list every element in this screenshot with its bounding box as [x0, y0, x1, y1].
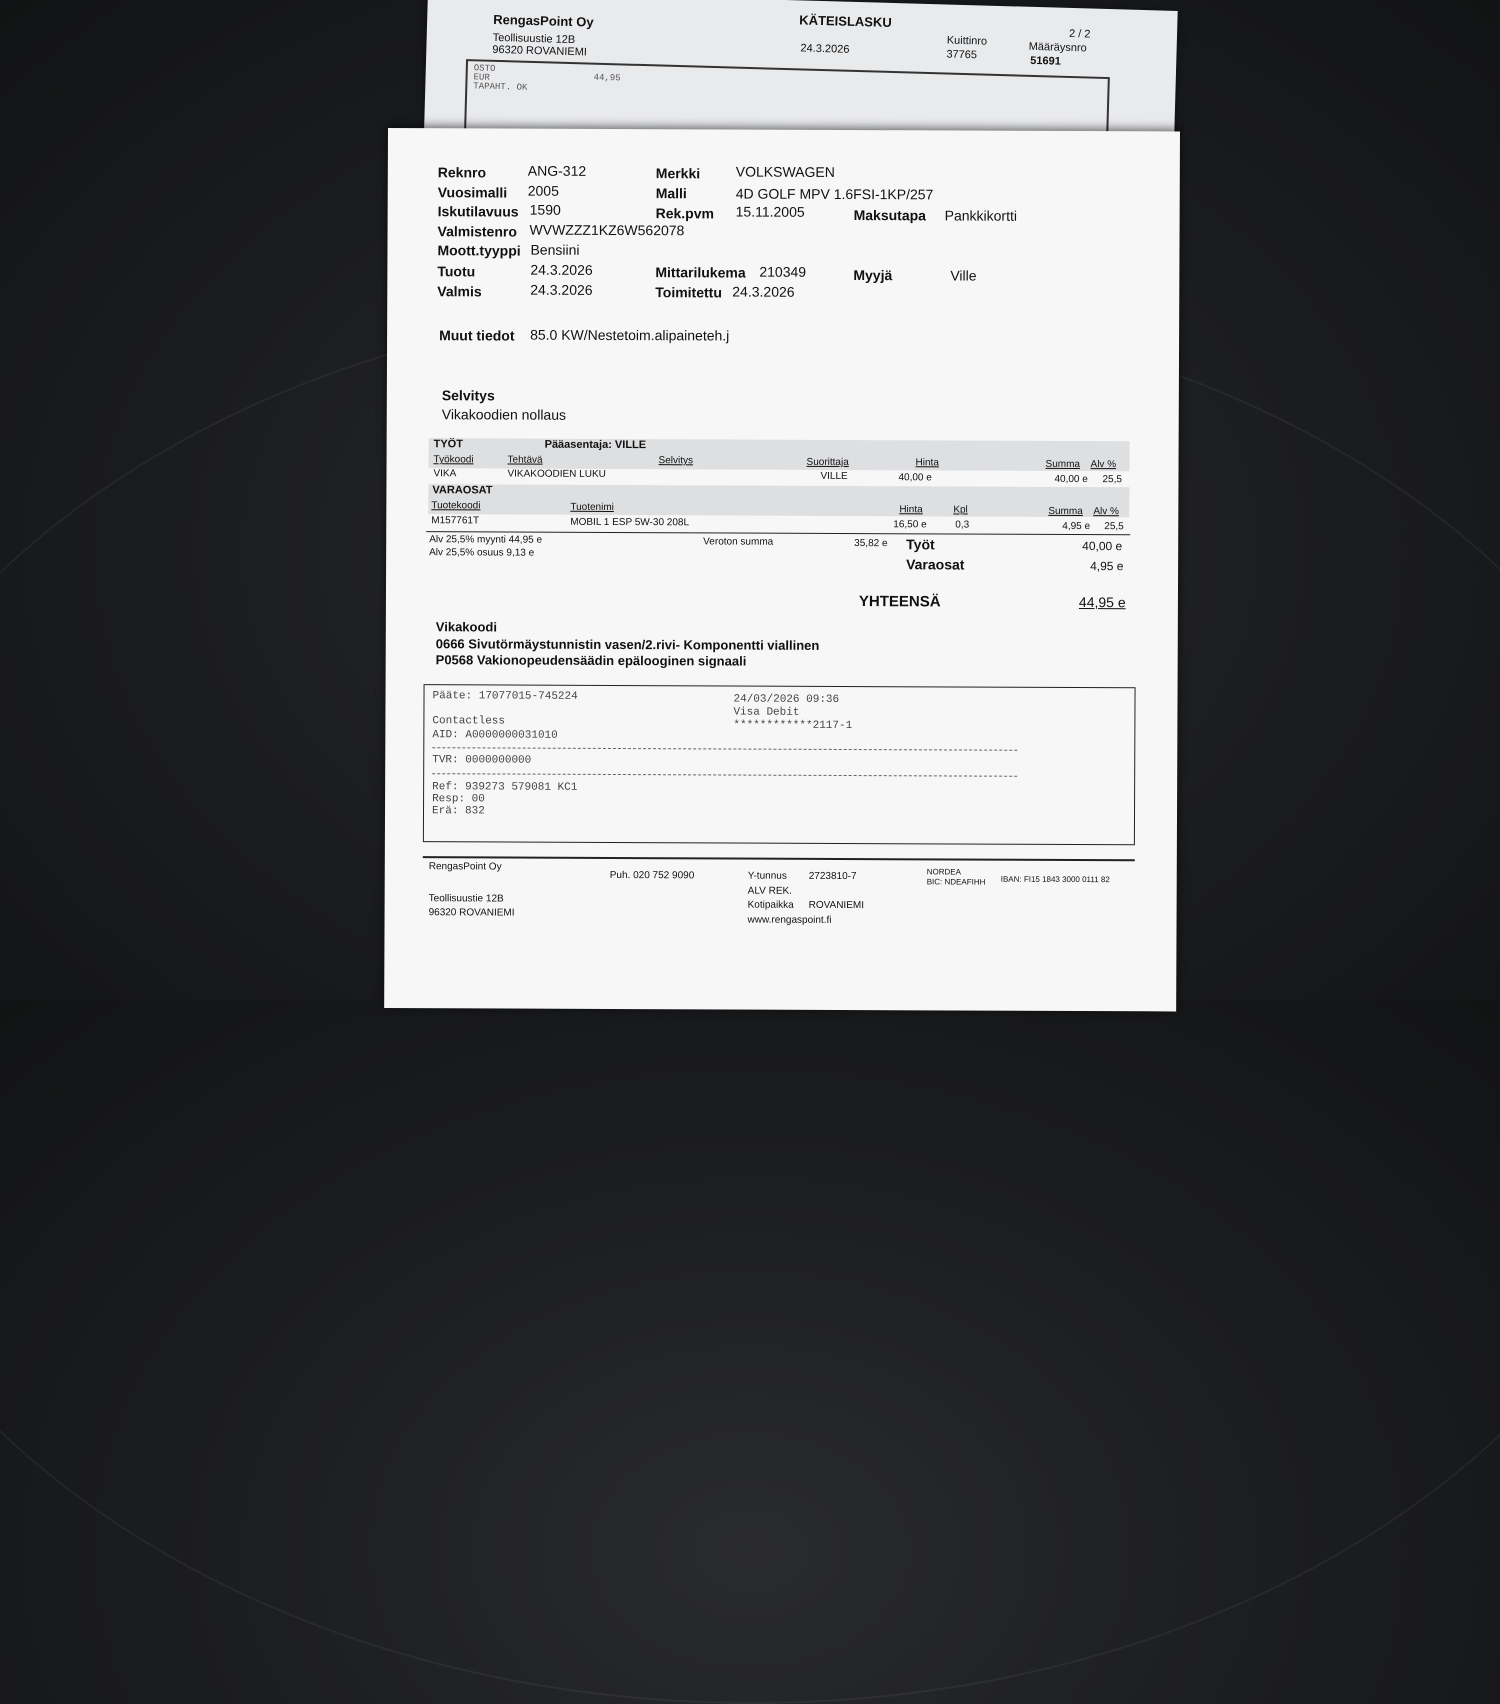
card-type: Visa Debit	[733, 706, 800, 719]
tyot-header-cell: Summa	[1045, 458, 1081, 471]
card-receipt-box	[423, 684, 1136, 845]
footer-company: RengasPoint Oy	[428, 861, 502, 873]
card-number: ************2117-1	[733, 719, 853, 733]
vuosimalli-value: 2005	[527, 182, 559, 199]
iskutilavuus-label: Iskutilavuus	[437, 203, 519, 220]
varaosat-row-vat: 25,5	[1104, 521, 1124, 533]
rekpvm-value: 15.11.2005	[735, 203, 805, 220]
tyot-header-cell: Selvitys	[658, 455, 694, 467]
back-kuittinro: 37765	[946, 48, 978, 62]
varaosat-row-code: M157761T	[431, 515, 480, 527]
footer-ytunnus: 2723810-7	[808, 870, 857, 883]
back-street: Teollisuustie 12B	[492, 31, 576, 47]
tuotu-label: Tuotu	[437, 263, 476, 280]
yhteensa-value: 44,95 e	[1078, 594, 1126, 611]
varaosat-row-price: 16,50 e	[893, 519, 927, 531]
muut-tiedot-value: 85.0 KW/Nestetoim.alipaineteh.j	[530, 326, 730, 344]
footer-phone: Puh. 020 752 9090	[609, 869, 695, 882]
footer-ytunnus-label: Y-tunnus	[747, 870, 787, 882]
iskutilavuus-value: 1590	[529, 201, 561, 218]
toimitettu-label: Toimitettu	[655, 284, 722, 301]
totals-varaosat-value: 4,95 e	[1090, 559, 1124, 574]
varaosat-title: VARAOSAT	[432, 484, 493, 497]
valmis-value: 24.3.2026	[530, 281, 593, 298]
footer-alv: ALV REK.	[747, 885, 792, 897]
tyot-row-sum: 40,00 e	[1054, 473, 1088, 486]
invoice-sheet	[384, 128, 1180, 1011]
tyot-row-task: VIKAKOODIEN LUKU	[507, 468, 606, 480]
myyja-label: Myyjä	[853, 267, 893, 284]
tyot-header-cell: Hinta	[915, 457, 939, 469]
tyot-row-vat: 25,5	[1102, 474, 1122, 486]
card-terminal: Pääte: 17077015-745224	[432, 690, 578, 703]
back-receipt-line: OSTO	[473, 63, 496, 74]
totals-varaosat-label: Varaosat	[906, 556, 965, 573]
card-era: Erä: 832	[431, 805, 485, 818]
back-receipt-amount: 44,95	[593, 72, 621, 84]
varaosat-row-sum: 4,95 e	[1062, 520, 1091, 533]
malli-label: Malli	[655, 185, 687, 202]
veroton-label: Veroton summa	[703, 536, 774, 548]
veroton-value: 35,82 e	[854, 538, 888, 550]
card-resp: Resp: 00	[432, 793, 485, 806]
varaosat-row-name: MOBIL 1 ESP 5W-30 208L	[570, 516, 690, 529]
valmistenro-value: WVWZZZ1KZ6W562078	[529, 221, 685, 239]
reknro-value: ANG-312	[527, 162, 587, 179]
tyot-header-cell: Alv %	[1090, 459, 1117, 471]
footer-city: 96320 ROVANIEMI	[428, 907, 515, 919]
myyja-value: Ville	[950, 267, 977, 284]
back-city: 96320 ROVANIEMI	[492, 43, 588, 59]
back-page-number: 2 / 2	[1068, 27, 1091, 41]
tyot-header-cell: Suorittaja	[806, 456, 849, 469]
footer-kotipaikka-label: Kotipaikka	[747, 899, 794, 911]
vuosimalli-label: Vuosimalli	[437, 184, 508, 201]
footer-divider	[423, 856, 1135, 861]
tuotu-value: 24.3.2026	[530, 261, 593, 278]
footer-iban: IBAN: FI15 1843 3000 0111 82	[1000, 874, 1110, 885]
card-aid: AID: A0000000031010	[432, 729, 558, 742]
muut-tiedot-label: Muut tiedot	[439, 327, 515, 344]
tyot-title: TYÖT	[433, 438, 463, 451]
footer-kotipaikka: ROVANIEMI	[808, 899, 865, 912]
vat-share-note: Alv 25,5% osuus 9,13 e	[429, 547, 535, 559]
maksutapa-label: Maksutapa	[853, 207, 927, 224]
back-receipt-line: TAPAHT. OK	[473, 81, 528, 93]
varaosat-header-cell: Hinta	[899, 504, 923, 516]
footer-street: Teollisuustie 12B	[428, 893, 504, 905]
back-maarays-label: Määräysnro	[1028, 40, 1087, 55]
totals-tyot-label: Työt	[906, 536, 935, 553]
tyot-row-performer: VILLE	[820, 470, 848, 483]
varaosat-header-cell: Kpl	[953, 504, 968, 516]
tyot-row-code: VIKA	[433, 468, 457, 480]
valmistenro-label: Valmistenro	[437, 223, 517, 240]
back-kuittinro-label: Kuittinro	[946, 34, 988, 48]
rekpvm-label: Rek.pvm	[655, 205, 715, 222]
merkki-value: VOLKSWAGEN	[735, 163, 835, 180]
malli-value: 4D GOLF MPV 1.6FSI-1KP/257	[735, 185, 934, 203]
card-tvr: TVR: 0000000000	[432, 754, 532, 767]
back-receipt-line: EUR	[473, 72, 490, 83]
moott-value: Bensiini	[530, 241, 580, 258]
yhteensa-label: YHTEENSÄ	[858, 593, 941, 611]
tyot-mechanic: Pääasentaja: VILLE	[544, 438, 647, 452]
back-doc-title: KÄTEISLASKU	[799, 12, 892, 30]
toimitettu-value: 24.3.2026	[732, 283, 795, 300]
reknro-label: Reknro	[437, 164, 487, 181]
mittari-label: Mittarilukema	[655, 264, 746, 281]
card-separator	[432, 773, 1017, 777]
footer-bic: BIC: NDEAFIHH	[926, 877, 986, 887]
totals-tyot-value: 40,00 e	[1082, 539, 1123, 554]
valmis-label: Valmis	[437, 283, 482, 300]
vat-sales-note: Alv 25,5% myynti 44,95 e	[429, 534, 543, 546]
back-company-name: RengasPoint Oy	[492, 11, 594, 30]
moott-label: Moott.tyyppi	[437, 242, 521, 259]
varaosat-header-cell: Tuotekoodi	[431, 500, 481, 512]
vikakoodi-line: P0568 Vakionopeudensäädin epälooginen signaali	[435, 652, 747, 669]
varaosat-row-qty: 0,3	[955, 519, 970, 531]
maksutapa-value: Pankkikortti	[944, 207, 1018, 224]
merkki-label: Merkki	[655, 165, 701, 182]
tyot-header-cell: Tehtävä	[507, 454, 543, 466]
varaosat-header-band	[428, 484, 1129, 517]
varaosat-header-cell: Summa	[1048, 505, 1083, 518]
back-maarays: 51691	[1030, 54, 1062, 68]
tyot-header-cell: Työkoodi	[433, 454, 474, 466]
varaosat-header-cell: Tuotenimi	[570, 501, 614, 513]
card-datetime: 24/03/2026 09:36	[733, 693, 840, 706]
card-contactless: Contactless	[432, 715, 506, 728]
footer-website[interactable]: www.rengaspoint.fi	[747, 914, 832, 926]
varaosat-header-cell: Alv %	[1093, 506, 1119, 518]
selvitys-text: Vikakoodien nollaus	[441, 406, 567, 423]
footer-bank: NORDEA	[926, 867, 962, 877]
tyot-row-price: 40,00 e	[898, 472, 932, 484]
card-separator	[432, 747, 1017, 751]
selvitys-label: Selvitys	[441, 387, 495, 404]
mittari-value: 210349	[759, 263, 807, 280]
vikakoodi-label: Vikakoodi	[435, 619, 498, 635]
vikakoodi-line: 0666 Sivutörmäystunnistin vasen/2.rivi- Komponentti viallinen	[435, 636, 820, 653]
card-ref: Ref: 939273 579081 KC1	[432, 781, 578, 794]
back-date: 24.3.2026	[800, 42, 850, 56]
